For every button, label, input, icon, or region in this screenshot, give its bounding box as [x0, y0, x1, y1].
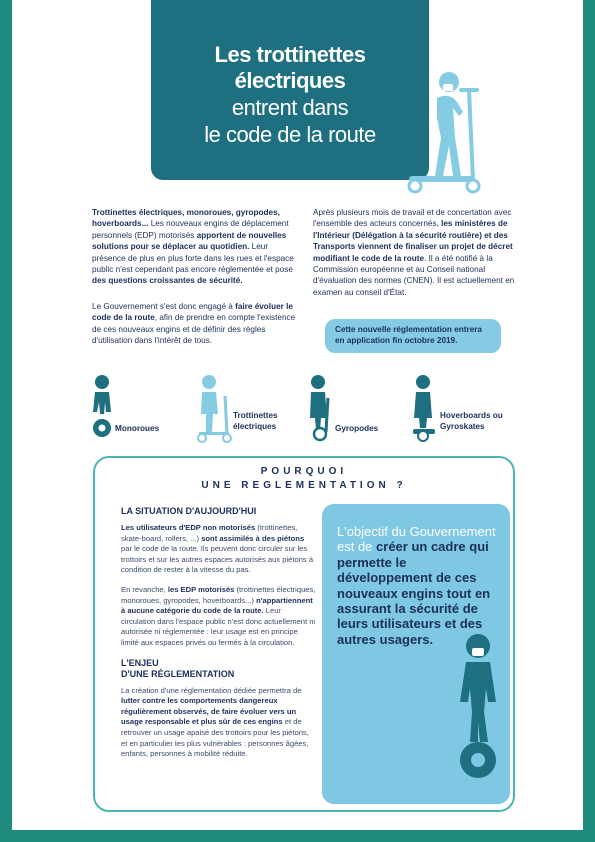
- situation-paragraph-1: [121, 523, 317, 576]
- intro-right-column: [313, 207, 525, 308]
- objective-quote-panel: [322, 504, 510, 804]
- section-heading-line-2: UNE REGLEMENTATION ?: [201, 480, 407, 491]
- situation-paragraph-2: [121, 585, 317, 649]
- scooter-icon: [195, 374, 235, 444]
- section-body: [121, 506, 317, 769]
- body-emphasis: les EDP motorisés: [167, 584, 235, 594]
- title-line-2: électriques: [234, 68, 346, 93]
- intro-text: Leur présence de plus en plus forte dans les rues et l'espace public n'est cependant pas encore réglementée et pose: [92, 242, 294, 275]
- intro-text: Les nouveaux engins de déplacement personnels (EDP) motorisés: [92, 219, 289, 240]
- intro-text: Après plusieurs mois de travail et de concertation avec l'ensemble des acteurs concernés,: [313, 208, 512, 229]
- intro-emphasis: apportent de nouvelles solutions pour se déplacer au quotidien.: [92, 230, 287, 252]
- vehicle-label-gyropodes: Gyropodes: [335, 424, 379, 433]
- title-line-4: le code de la route: [204, 122, 376, 147]
- body-emphasis: lutter contre les comportements dangereux régulièrement observés, de faire évoluer vers un usage responsable et plus sûr de ces engins: [121, 696, 297, 727]
- subheading-situation: LA SITUATION D'AUJOURD'HUI: [121, 506, 257, 516]
- quote-lead: L'objectif du Gouvernement est de: [337, 524, 496, 555]
- intro-paragraph-2: [92, 301, 302, 347]
- intro-emphasis: des questions croissantes de sécurité.: [92, 276, 243, 286]
- intro-paragraph-3: [313, 207, 525, 298]
- hoverboard-icon: [409, 374, 439, 442]
- intro-text: . Il a été notifié à la Commission européenne et au Conseil national d'évaluation des normes (CNEN). Il est actuellement en examen au conseil d'État.: [313, 253, 515, 297]
- scooter-rider-icon: [397, 68, 487, 198]
- page: [12, 0, 583, 830]
- intro-emphasis: les ministères de l'Intérieur (Délégation à la sécurité routière) et des Transports viennent de finaliser un projet de décret modifiant le code de la route: [313, 219, 513, 263]
- intro-paragraph-1: [92, 207, 302, 287]
- body-emphasis: sont assimilés à des piétons: [201, 533, 305, 543]
- body-emphasis: n'appartiennent à aucune catégorie du code de la route.: [121, 595, 313, 616]
- gyropode-icon: [306, 374, 336, 442]
- objective-quote-text: [337, 524, 497, 647]
- vehicle-label-trottinettes: Trottinettes électriques: [233, 411, 278, 431]
- subheading-enjeu-line-1: L'ENJEU: [121, 657, 159, 668]
- body-text: (trottinettes électriques, monoroues, gyropodes, hoverboards...): [121, 584, 316, 605]
- body-text: La création d'une réglementation dédiée permettra de: [121, 685, 302, 695]
- intro-left-column: [92, 207, 302, 356]
- intro-lead: Trottinettes électriques, monoroues, gyropodes, hoverboards...: [92, 208, 280, 229]
- enjeu-paragraph: [121, 686, 317, 760]
- subheading-enjeu-line-2: D'UNE RÉGLEMENTATION: [121, 668, 235, 679]
- title-line-3: entrent dans: [231, 95, 349, 120]
- title-banner: [151, 0, 429, 180]
- section-heading-line-1: POURQUOI: [260, 466, 348, 477]
- intro-text: Le Gouvernement s'est donc engagé à: [92, 301, 236, 311]
- intro-text: , afin de prendre en compte l'existence de ces nouveaux engins et de définir des règles d'utilisation dans l'intérêt de tous.: [92, 313, 296, 346]
- subheading-enjeu: [121, 658, 317, 680]
- body-text: Leur circulation dans l'espace public n'est donc actuellement ni autorisée ni réglementée : leur usage est en principe limité aux espaces privés ou fermés à la circulation.: [121, 606, 316, 647]
- intro-emphasis: faire évoluer le code de la route: [92, 301, 293, 323]
- body-text: En revanche,: [121, 584, 168, 594]
- vehicle-label-monoroues: Monoroues: [115, 424, 160, 433]
- quote-emphasis: créer un cadre qui permette le développement de ces nouveaux engins tout en assurant la sécurité de leurs utilisateurs et des autres usagers.: [337, 539, 491, 647]
- date-callout: Cette nouvelle réglementation entrera en application fin octobre 2019.: [325, 319, 501, 353]
- title-line-1: Les trottinettes: [214, 42, 366, 67]
- body-text: (trottinettes, skate-board, rollers, ...): [121, 523, 298, 543]
- body-text: par le code de la route. Ils peuvent donc circuler sur les trottoirs et sur les autres espaces autorisés aux piétons à condition de rester à la vitesse du pas.: [121, 544, 314, 575]
- body-emphasis: Les utilisateurs d'EDP non motorisés: [121, 523, 256, 532]
- body-text: et de retrouver un usage apaisé des trottoirs pour les piétons, et en particulier les plus vulnérables : personnes âgées, enfants, personnes à mobilité réduite.: [121, 717, 309, 759]
- monowheel-rider-icon: [450, 632, 510, 782]
- vehicle-label-hoverboards: Hoverboards ou Gyroskates: [440, 411, 503, 431]
